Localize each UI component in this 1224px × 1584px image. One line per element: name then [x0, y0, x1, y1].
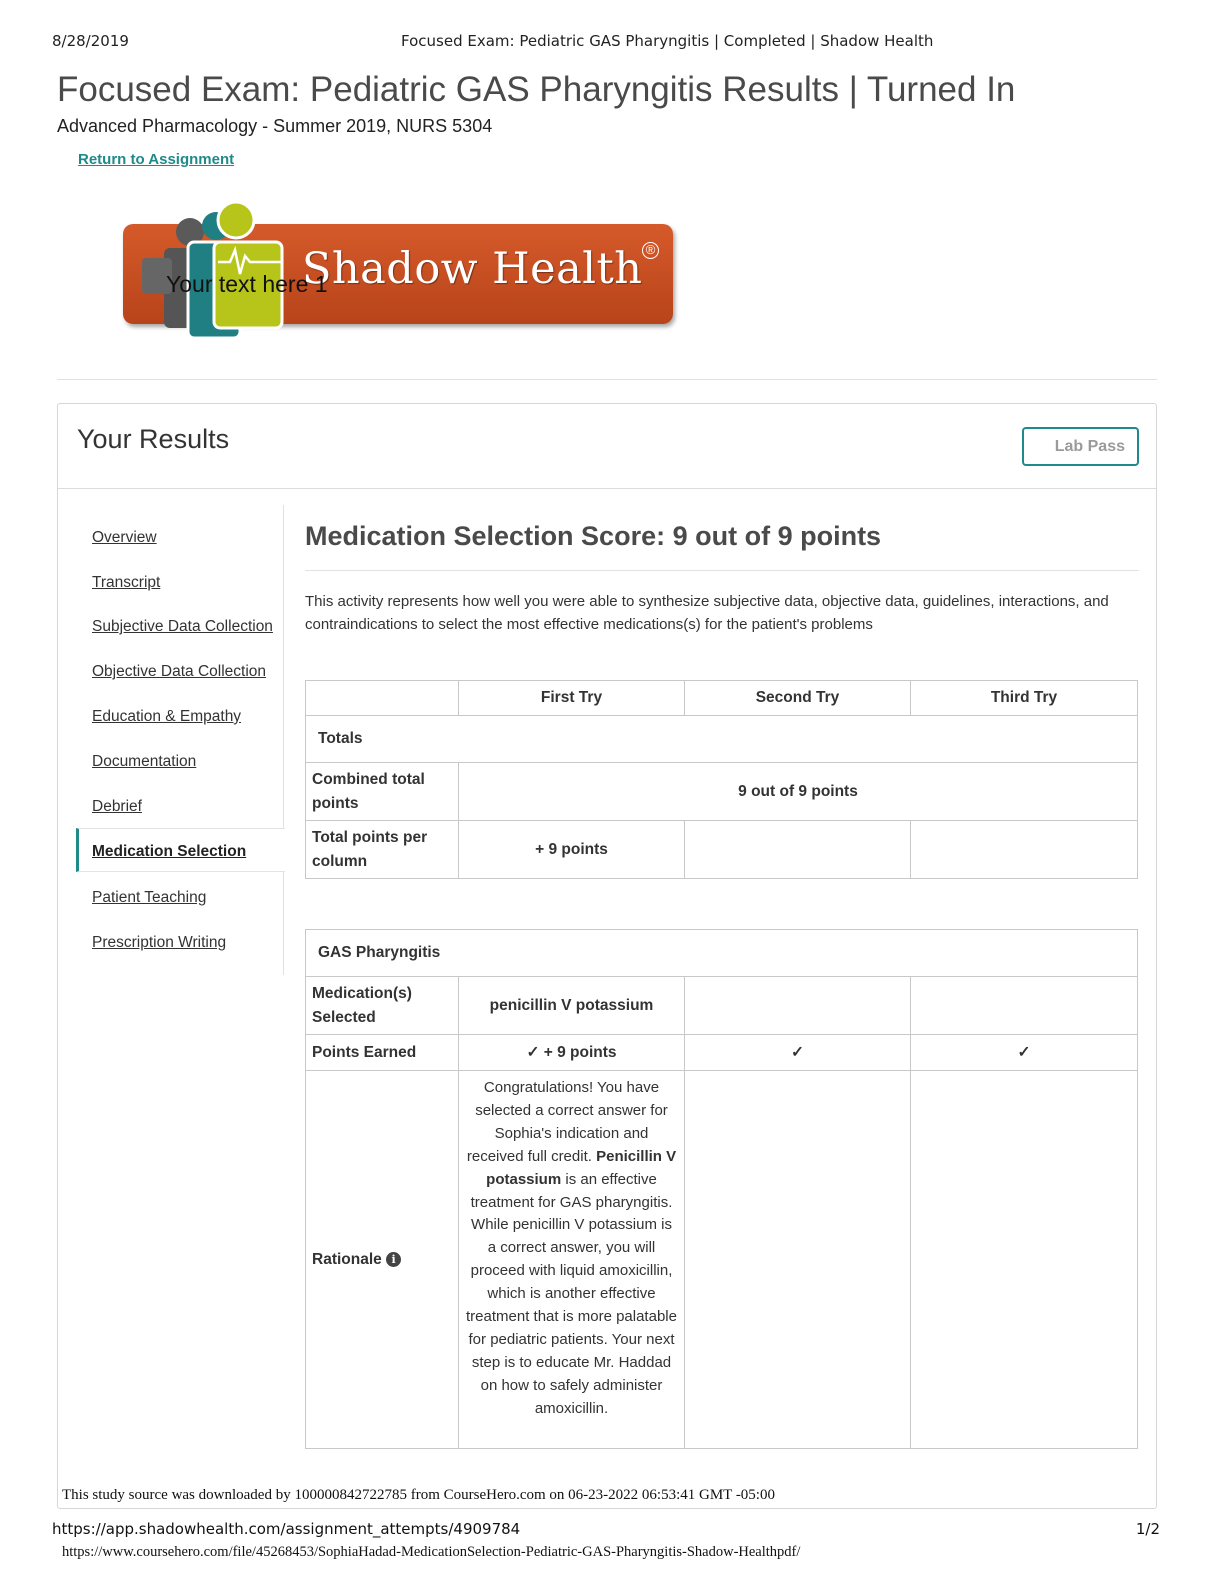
score-title: Medication Selection Score: 9 out of 9 points	[305, 521, 882, 551]
points-second: ✓	[685, 1035, 911, 1071]
rationale-part1: Congratulations! You have selected a correct answer for Sophia's indication and received full credit.	[466, 1079, 668, 1165]
combined-total-value: 9 out of 9 points	[459, 763, 1138, 821]
rationale-bold: Penicillin V potassium	[486, 1147, 677, 1188]
rationale-second	[685, 1071, 911, 1449]
nav-item-education-empathy[interactable]: Education & Empathy	[92, 708, 242, 725]
info-icon[interactable]: i	[386, 1252, 401, 1267]
print-header	[52, 32, 1160, 52]
header-second-try: Second Try	[685, 681, 911, 716]
per-column-second	[685, 821, 911, 879]
totals-table	[305, 680, 1138, 879]
course-name: Advanced Pharmacology - Summer 2019, NURS 5304	[57, 116, 493, 136]
rationale-part2: is an effective treatment for GAS pharyngitis. While penicillin V potassium is a correct answer, you will proceed with liquid amoxicillin, which is another effective treatment that is more palatable for pediatric patients. Your next step is to educate Mr. Haddad on how to safely administer amoxicillin.	[466, 1170, 677, 1417]
gas-section-label: GAS Pharyngitis	[306, 930, 1138, 977]
header-divider	[57, 379, 1157, 380]
nav-item-documentation[interactable]: Documentation	[92, 753, 197, 770]
per-column-label: Total points per column	[306, 821, 459, 879]
totals-section-label: Totals	[306, 716, 1138, 763]
header-blank	[306, 681, 459, 716]
print-date: 8/28/2019	[52, 32, 129, 50]
nav-item-transcript[interactable]: Transcript	[92, 574, 161, 591]
rationale-label: Rationale	[312, 1250, 382, 1268]
registered-icon: ®	[642, 242, 659, 259]
page-title: Focused Exam: Pediatric GAS Pharyngitis Results | Turned In	[57, 70, 1016, 109]
points-first: ✓ + 9 points	[459, 1035, 685, 1071]
nav-item-overview[interactable]: Overview	[92, 529, 157, 546]
nav-item-prescription-writing[interactable]: Prescription Writing	[92, 934, 227, 951]
study-source-note: This study source was downloaded by 100000842722785 from CourseHero.com on 06-23-2022 06:53:41 GMT -05:00	[62, 1487, 775, 1503]
nav-item-patient-teaching[interactable]: Patient Teaching	[92, 889, 207, 906]
rationale-text	[459, 1071, 685, 1449]
medication-second	[685, 977, 911, 1035]
gas-pharyngitis-table	[305, 929, 1138, 1449]
points-third: ✓	[911, 1035, 1138, 1071]
per-column-third	[911, 821, 1138, 879]
medication-selected-label: Medication(s) Selected	[306, 977, 459, 1035]
header-third-try: Third Try	[911, 681, 1138, 716]
activity-description: This activity represents how well you were able to synthesize subjective data, objective data, guidelines, interactions, and contraindications to select the most effective medications(s) for the patient's problems	[305, 593, 1109, 633]
header-first-try: First Try	[459, 681, 685, 716]
return-to-assignment-link[interactable]: Return to Assignment	[78, 151, 235, 168]
logo-brand-text: Shadow Health	[302, 244, 643, 294]
logo-overlay-text: Your text here 1	[166, 271, 328, 297]
print-title: Focused Exam: Pediatric GAS Pharyngitis | Completed | Shadow Health	[401, 32, 934, 50]
points-earned-label: Points Earned	[306, 1035, 459, 1071]
page-number: 1/2	[1135, 1520, 1160, 1538]
footer-url: https://app.shadowhealth.com/assignment_attempts/4909784	[52, 1520, 521, 1538]
rationale-label-cell	[306, 1071, 459, 1449]
nav-item-subjective-data[interactable]: Subjective Data Collection	[92, 618, 273, 635]
main-content	[305, 521, 1139, 1417]
medication-third	[911, 977, 1138, 1035]
results-card	[57, 403, 1157, 1509]
results-side-nav	[76, 505, 284, 975]
nav-item-objective-data[interactable]: Objective Data Collection	[92, 663, 267, 680]
shadow-health-logo	[118, 198, 678, 348]
rationale-third	[911, 1071, 1138, 1449]
score-divider	[305, 570, 1139, 571]
nav-item-debrief[interactable]: Debrief	[92, 798, 142, 815]
results-title: Your Results	[77, 424, 230, 454]
nav-item-medication-selection[interactable]: Medication Selection	[92, 843, 247, 860]
per-column-first: + 9 points	[459, 821, 685, 879]
medication-first: penicillin V potassium	[459, 977, 685, 1035]
combined-total-label: Combined total points	[306, 763, 459, 821]
results-header	[58, 404, 1156, 489]
coursehero-url: https://www.coursehero.com/file/45268453/SophiaHadad-MedicationSelection-Pediatric-GAS-Pharyngitis-Shadow-Healthpdf/	[62, 1544, 801, 1560]
lab-pass-button[interactable]: Lab Pass	[1022, 427, 1139, 466]
